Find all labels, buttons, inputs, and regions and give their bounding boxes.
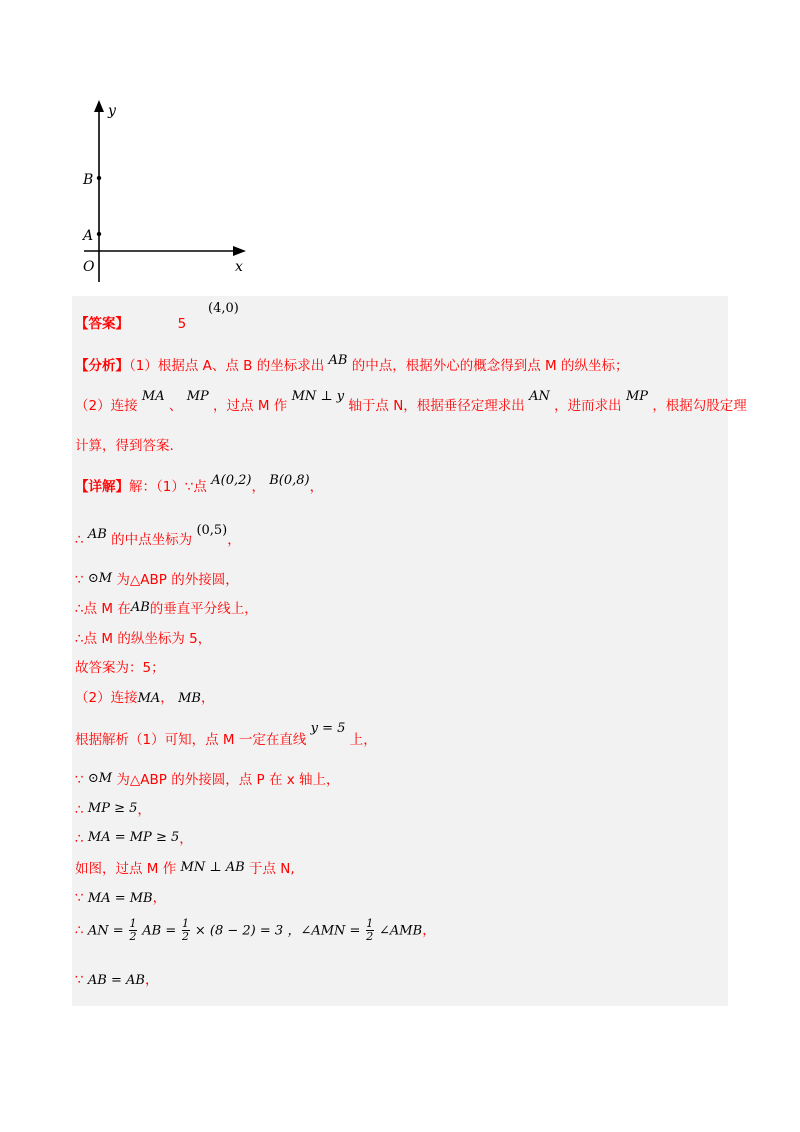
math-ma: MA — [141, 389, 165, 404]
math-angle-amb: ∠AMB — [379, 923, 423, 939]
analysis-text: （2）连接 — [75, 398, 138, 414]
detail-text: 为△ABP 的外接圆，点 P 在 x 轴上， — [116, 772, 340, 788]
math-ma-eq-mb: MA = MB — [87, 891, 153, 906]
math-arc-ab: AB = AB — [87, 973, 145, 988]
detail-line8 — [75, 721, 377, 748]
math-product: × (8 − 2) = 3 — [194, 923, 284, 939]
point-b — [97, 176, 101, 180]
fraction-numerator: 1 — [129, 917, 137, 930]
detail-text: 于点 N, — [248, 861, 295, 877]
y-axis-arrow-icon — [94, 100, 104, 112]
detail-line15 — [75, 968, 158, 988]
math-ab: AB — [87, 527, 107, 542]
detail-text: ， — [144, 972, 159, 988]
point-b-label: B — [83, 172, 94, 188]
detail-text: ∵ — [75, 890, 84, 906]
detail-text: ∵ — [75, 572, 84, 588]
detail-line9 — [75, 768, 340, 788]
analysis-label: 【分析】 — [75, 358, 129, 374]
detail-label: 【详解】 — [75, 479, 129, 495]
answer-label: 【答案】 — [75, 316, 129, 332]
math-midpoint: (0,5) — [196, 523, 228, 538]
y-axis-label: y — [108, 103, 116, 119]
math-ab: AB — [130, 600, 150, 615]
analysis-text: （1）根据点 A、点 B 的坐标求出 — [129, 358, 325, 374]
analysis-text: 、 — [168, 398, 183, 414]
math-mb: MB — [178, 691, 201, 706]
analysis-text: ，过点 M 作 — [213, 398, 288, 414]
detail-text: ， — [137, 802, 151, 818]
math-ma-eq-mp: MA = MP ≥ 5 — [87, 830, 180, 845]
detail-line10 — [75, 798, 151, 818]
math-an: AN = — [87, 923, 124, 939]
math-y-eq-5: y = 5 — [310, 721, 346, 736]
math-ma: MA — [137, 691, 161, 706]
math-mn-perp-ab: MN ⊥ AB — [180, 860, 245, 875]
detail-text: 为△ABP 的外接圆， — [116, 572, 239, 588]
analysis-text: ，进而求出 — [554, 398, 622, 414]
fraction-numerator: 1 — [182, 917, 190, 930]
detail-text: （2）连接 — [75, 690, 138, 706]
analysis-line1 — [75, 354, 629, 374]
analysis-text: 轴于点 N，根据垂径定理求出 — [348, 398, 525, 414]
answer-row — [75, 312, 186, 332]
detail-line6: 故答案为：5； — [75, 660, 165, 676]
detail-text: ， — [422, 922, 436, 939]
fraction-denominator: 2 — [366, 930, 374, 943]
fraction-numerator: 1 — [366, 917, 374, 930]
analysis-line2 — [75, 389, 747, 414]
analysis-text: ，根据勾股定理 — [652, 398, 747, 414]
detail-text: ， — [227, 532, 241, 548]
detail-line13 — [75, 886, 166, 906]
fraction-half — [366, 918, 374, 943]
detail-text: 的垂直平分线上， — [149, 601, 258, 617]
math-ab: AB = — [142, 923, 177, 939]
answer-part2: (4,0) — [208, 301, 239, 316]
math-mn-perp-y: MN ⊥ y — [291, 389, 345, 404]
fraction-denominator: 2 — [129, 930, 137, 943]
point-a — [97, 232, 101, 236]
detail-line12 — [75, 857, 295, 877]
fraction-denominator: 2 — [182, 930, 190, 943]
detail-text: ∴ — [75, 532, 84, 548]
detail-text: 解：（1）∵点 — [129, 479, 207, 495]
detail-text: ∵ — [75, 772, 84, 788]
math-circle-m: ⊙M — [87, 771, 113, 786]
math-mp: MP — [186, 389, 209, 404]
detail-text: ， — [152, 890, 167, 906]
detail-line1 — [75, 475, 323, 495]
detail-line14 — [75, 918, 436, 943]
x-axis-label: x — [235, 259, 243, 275]
detail-line7 — [75, 686, 214, 706]
point-a-label: A — [83, 228, 94, 244]
origin-label: O — [83, 259, 95, 275]
math-an: AN — [529, 389, 550, 404]
math-mp: MP — [625, 389, 649, 404]
detail-line3 — [75, 568, 239, 588]
detail-text: 上， — [349, 732, 377, 748]
detail-text: 如图，过点 M 作 — [75, 861, 177, 877]
detail-text: 的中点坐标为 — [111, 532, 193, 548]
fraction-half — [129, 918, 137, 943]
detail-line11 — [75, 827, 193, 847]
analysis-line3: 计算，得到答案. — [75, 438, 174, 454]
answer-part1: 5 — [177, 316, 187, 332]
math-ab: AB — [328, 353, 348, 368]
detail-line4 — [75, 597, 258, 617]
detail-text: 根据解析（1）可知，点 M 一定在直线 — [75, 732, 307, 748]
detail-text: ∴ — [75, 831, 84, 847]
detail-line2 — [75, 523, 241, 548]
detail-text: ∴ — [75, 922, 84, 939]
detail-text: ∴ — [75, 802, 84, 818]
detail-text: ， — [251, 479, 265, 495]
math-angle-amn: ，∠AMN = — [287, 923, 361, 939]
fraction-half — [182, 918, 190, 943]
math-point-a: A(0,2) — [211, 473, 252, 488]
detail-text: ， — [179, 831, 193, 847]
detail-text: ， — [200, 690, 215, 706]
math-mp-ge-5: MP ≥ 5 — [87, 801, 138, 816]
detail-text: ∵ — [75, 972, 84, 988]
math-point-b: B(0,8) — [269, 473, 310, 488]
detail-line5: ∴点 M 的纵坐标为 5， — [75, 631, 212, 647]
math-circle-m: ⊙M — [87, 571, 113, 586]
detail-text: ， — [160, 690, 174, 706]
detail-text: ， — [309, 479, 324, 495]
x-axis-arrow-icon — [233, 246, 246, 256]
analysis-text: 的中点，根据外心的概念得到点 M 的纵坐标； — [351, 358, 629, 374]
coordinate-figure — [70, 95, 260, 290]
detail-text: ∴点 M 在 — [75, 601, 131, 617]
